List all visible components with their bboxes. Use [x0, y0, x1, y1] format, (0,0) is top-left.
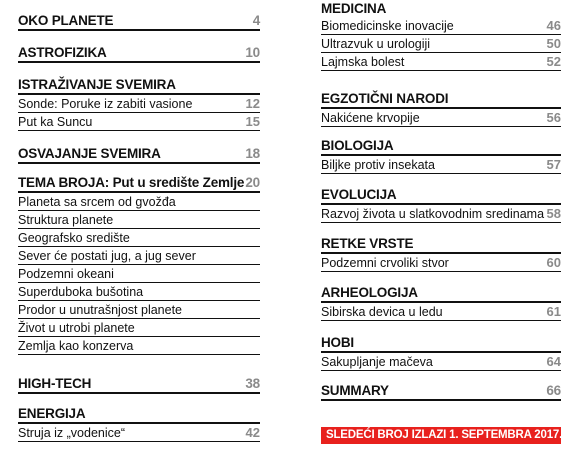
page-number: 42 — [245, 424, 260, 440]
entry-label: Sever će postati jug, a jug sever — [18, 248, 196, 263]
section-heading — [321, 0, 561, 17]
entry-label: Zemlja kao konzerva — [18, 338, 134, 353]
section-retke-vrste — [321, 235, 561, 272]
entry-label: Podzemni crvoliki stvor — [321, 255, 449, 270]
list-item[interactable] — [18, 193, 260, 211]
page-number: 58 — [546, 205, 561, 221]
entry-label: Prodor u unutrašnjost planete — [18, 302, 182, 317]
page-number: 18 — [245, 146, 260, 161]
page-number: 66 — [546, 383, 561, 398]
section-biologija — [321, 137, 561, 174]
toc-entry[interactable] — [18, 375, 260, 394]
page-number: 60 — [546, 254, 561, 270]
section-hobi — [321, 334, 561, 371]
list-item[interactable] — [18, 211, 260, 229]
list-item[interactable] — [18, 229, 260, 247]
section-heading — [321, 186, 561, 205]
section-heading — [321, 284, 561, 303]
section-heading — [18, 405, 260, 424]
section-high-tech — [18, 375, 260, 394]
toc-entry[interactable] — [18, 44, 260, 63]
entry-label: Život u utrobi planete — [18, 320, 135, 335]
page-number: 57 — [546, 156, 561, 172]
section-title: ARHEOLOGIJA — [321, 285, 418, 300]
toc-entry[interactable] — [321, 254, 561, 272]
entry-label: Podzemni okeani — [18, 266, 114, 281]
entry-label: Lajmska bolest — [321, 54, 405, 69]
page-number: 12 — [245, 95, 260, 111]
page-number: 10 — [245, 45, 260, 60]
list-item[interactable] — [18, 265, 260, 283]
section-heading — [321, 235, 561, 254]
entry-label: Sakupljanje mačeva — [321, 354, 433, 369]
toc-entry[interactable] — [321, 35, 561, 53]
section-title: ISTRAŽIVANJE SVEMIRA — [18, 77, 176, 92]
entry-label: Geografsko središte — [18, 230, 130, 245]
section-oko-planete — [18, 12, 260, 31]
section-osvajanje-svemira — [18, 145, 260, 164]
page-number: 20 — [245, 175, 260, 190]
list-item[interactable] — [18, 319, 260, 337]
section-title: ASTROFIZIKA — [18, 45, 107, 60]
section-title: ENERGIJA — [18, 406, 86, 421]
page-number: 46 — [546, 17, 561, 33]
toc-entry[interactable] — [321, 353, 561, 371]
section-title: SUMMARY — [321, 383, 389, 398]
page-number: 61 — [546, 303, 561, 319]
section-arheologija — [321, 284, 561, 321]
page-number: 56 — [546, 109, 561, 125]
page-number: 15 — [245, 113, 260, 129]
section-istrazivanje-svemira — [18, 76, 260, 131]
list-item[interactable] — [18, 247, 260, 265]
entry-label: Superduboka bušotina — [18, 284, 144, 299]
toc-entry[interactable] — [18, 145, 260, 164]
toc-entry[interactable] — [18, 95, 260, 113]
section-title: EGZOTIČNI NARODI — [321, 91, 449, 106]
tema-title: Put u središte Zemlje — [112, 175, 245, 190]
toc-entry[interactable] — [321, 53, 561, 71]
page-number: 64 — [546, 353, 561, 369]
section-title: EVOLUCIJA — [321, 187, 397, 202]
toc-entry[interactable] — [321, 109, 561, 127]
section-summary — [321, 382, 561, 401]
section-heading — [321, 90, 561, 109]
section-title: RETKE VRSTE — [321, 236, 414, 251]
section-heading — [18, 76, 260, 95]
entry-label: Put ka Suncu — [18, 114, 93, 129]
list-item[interactable] — [18, 337, 260, 355]
section-tema-broja — [18, 174, 260, 355]
page-number: 52 — [546, 53, 561, 69]
list-item[interactable] — [18, 301, 260, 319]
section-title — [18, 174, 244, 191]
entry-label: Biomedicinske inovacije — [321, 18, 454, 33]
section-heading — [321, 137, 561, 156]
section-title: HOBI — [321, 335, 354, 350]
entry-label: Biljke protiv insekata — [321, 157, 435, 172]
entry-label: Nakićene krvopije — [321, 110, 420, 125]
section-evolucija — [321, 186, 561, 223]
toc-entry[interactable] — [18, 113, 260, 131]
section-title: OKO PLANETE — [18, 13, 114, 28]
toc-entry[interactable] — [321, 17, 561, 35]
entry-label: Sonde: Poruke iz zabiti vasione — [18, 96, 193, 111]
toc-entry[interactable] — [18, 424, 260, 442]
section-title: OSVAJANJE SVEMIRA — [18, 146, 161, 161]
page-number: 4 — [252, 13, 260, 28]
toc-entry[interactable] — [321, 156, 561, 174]
toc-entry[interactable] — [18, 12, 260, 31]
tema-prefix: TEMA BROJA: — [18, 175, 110, 190]
entry-label: Struktura planete — [18, 212, 114, 227]
toc-entry[interactable] — [321, 382, 561, 401]
entry-label: Struja iz „vodenice“ — [18, 425, 125, 440]
next-issue-banner: SLEDEĆI BROJ IZLAZI 1. SEPTEMBRA 2017. — [321, 427, 561, 444]
entry-label: Ultrazvuk u urologiji — [321, 36, 431, 51]
entry-label: Sibirska devica u ledu — [321, 304, 443, 319]
toc-entry[interactable] — [18, 174, 260, 193]
list-item[interactable] — [18, 283, 260, 301]
toc-entry[interactable] — [321, 205, 561, 223]
page-number: 38 — [245, 376, 260, 391]
entry-label: Razvoj života u slatkovodnim sredinama — [321, 206, 545, 221]
page-number: 50 — [546, 35, 561, 51]
section-medicina — [321, 0, 561, 71]
section-title: HIGH-TECH — [18, 376, 92, 391]
section-title: MEDICINA — [321, 1, 387, 16]
toc-entry[interactable] — [321, 303, 561, 321]
section-energija — [18, 405, 260, 442]
entry-label: Planeta sa srcem od gvožđa — [18, 194, 176, 209]
section-heading — [321, 334, 561, 353]
section-egzoticni-narodi — [321, 90, 561, 127]
section-title: BIOLOGIJA — [321, 138, 394, 153]
section-astrofizika — [18, 44, 260, 63]
